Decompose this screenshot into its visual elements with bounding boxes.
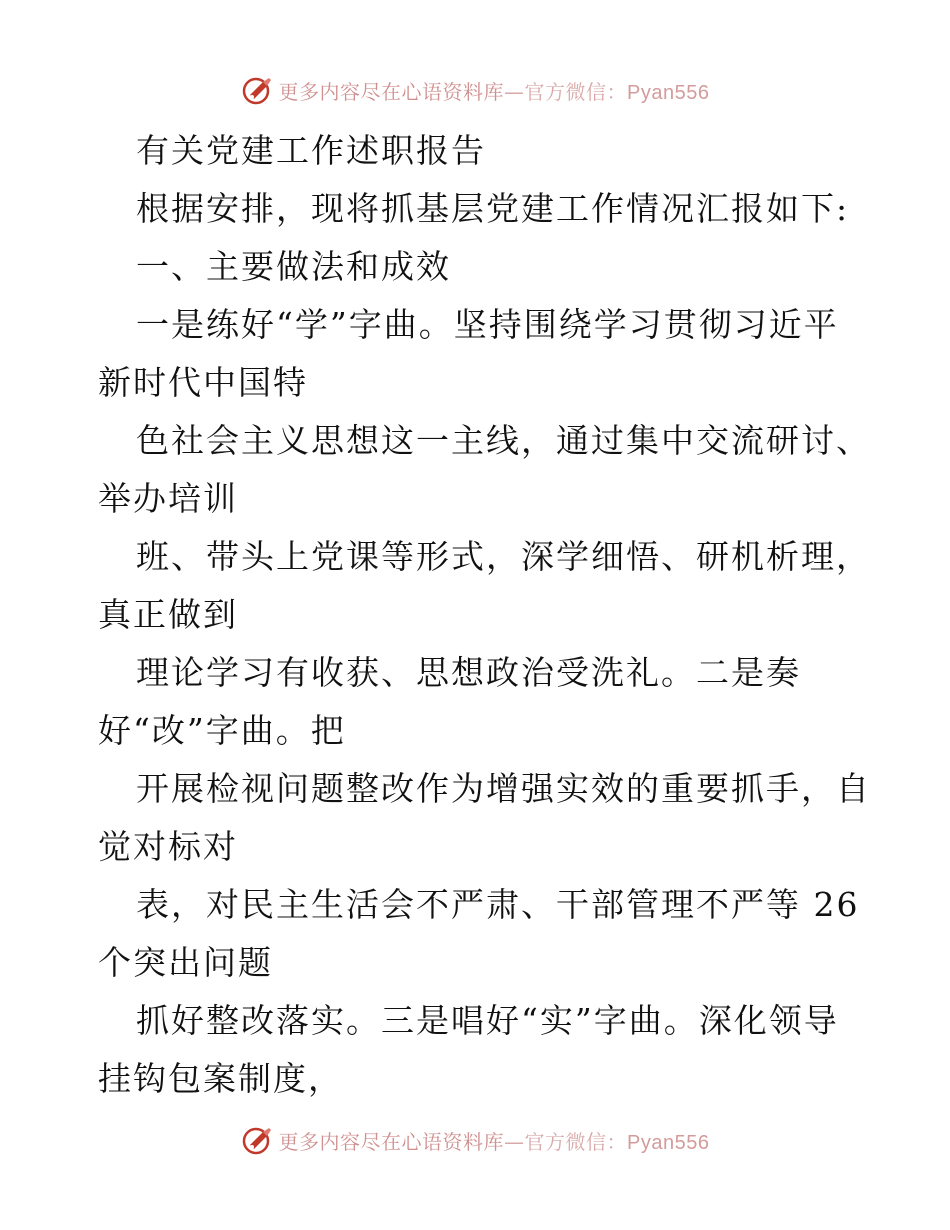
paragraph-line: 理论学习有收获、思想政治受洗礼。二是奏 — [136, 653, 801, 692]
footer-watermark — [0, 1120, 950, 1160]
paragraph-line: 好“改”字曲。把 — [98, 711, 346, 750]
paragraph-line: 根据安排，现将抓基层党建工作情况汇报如下: — [136, 189, 850, 228]
paragraph-line: 觉对标对 — [98, 827, 238, 866]
header-watermark — [0, 70, 950, 110]
watermark-main-text: 更多内容尽在心语资料库 — [278, 1129, 505, 1154]
pen-logo-icon — [241, 1123, 275, 1157]
paragraph-line: 抓好整改落实。三是唱好“实”字曲。深化领导 — [136, 1001, 839, 1040]
paragraph-line: 个突出问题 — [98, 943, 273, 982]
paragraph-line: 举办培训 — [98, 479, 238, 518]
paragraph-line: 色社会主义思想这一主线，通过集中交流研讨、 — [136, 421, 871, 460]
watermark-sub-text: 官方微信： — [524, 79, 628, 104]
paragraph-line: 开展检视问题整改作为增强实效的重要抓手，自 — [136, 769, 871, 808]
paragraph-line: 真正做到 — [98, 595, 238, 634]
watermark-id: Pyan556 — [627, 1131, 710, 1154]
section-heading: 一、主要做法和成效 — [136, 247, 451, 286]
pen-logo-icon — [241, 73, 275, 107]
watermark-sub-text: 官方微信： — [524, 1129, 628, 1154]
document-body — [98, 122, 871, 1108]
watermark-dash: — — [504, 79, 525, 104]
watermark-dash: — — [504, 1129, 525, 1154]
paragraph-line: 挂钩包案制度， — [98, 1059, 343, 1098]
document-title: 有关党建工作述职报告 — [136, 131, 486, 170]
paragraph-line: 表，对民主生活会不严肃、干部管理不严等 26 — [136, 885, 860, 924]
watermark-main-text: 更多内容尽在心语资料库 — [278, 79, 505, 104]
watermark-id: Pyan556 — [627, 81, 710, 104]
paragraph-line: 班、带头上党课等形式，深学细悟、研机析理， — [136, 537, 871, 576]
paragraph-line: 新时代中国特 — [98, 363, 308, 402]
paragraph-line: 一是练好“学”字曲。坚持围绕学习贯彻习近平 — [136, 305, 839, 344]
